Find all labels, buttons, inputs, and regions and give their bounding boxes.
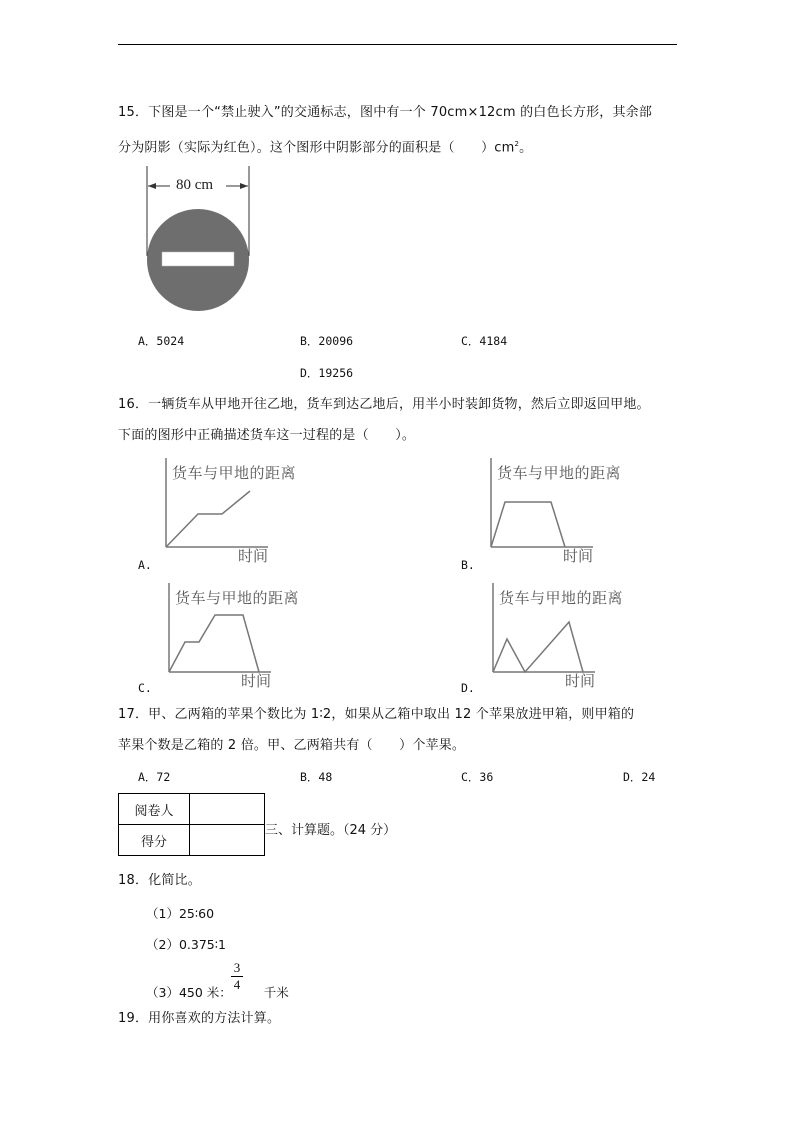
q15-text-line2-end: 。 — [519, 140, 533, 156]
score-field[interactable] — [190, 825, 265, 856]
section-title: 三、计算题。（24 分） — [265, 823, 397, 838]
q15-option-b: B．20096 — [300, 334, 354, 348]
q17-option-c: C．36 — [461, 770, 494, 784]
table-row — [119, 794, 265, 825]
graph-letter-d: D. — [461, 681, 475, 695]
graph-y-label: 货车与甲地的距离 — [497, 464, 622, 482]
graph-y-label: 货车与甲地的距离 — [172, 464, 297, 482]
q15-text-line2-main: 分为阴影（实际为红色）。这个图形中阴影部分的面积是（ ）cm — [118, 140, 515, 156]
graph-x-label: 时间 — [241, 672, 272, 690]
q18-item-3 — [146, 983, 289, 1001]
graph-option-d — [487, 583, 647, 693]
q15-text-line1: 15．下图是一个“禁止驶入”的交通标志，图中有一个 70cm×12cm 的白色长方形，其余部 — [118, 105, 653, 120]
graph-option-a — [160, 458, 320, 568]
fraction-numerator: 3 — [233, 960, 241, 975]
q18-item-3-unit: 千米 — [263, 985, 289, 1000]
q18-item-2: （2）0.375∶1 — [146, 937, 226, 952]
q15-option-c: C．4184 — [461, 334, 508, 348]
graph-x-label: 时间 — [563, 547, 594, 565]
graph-option-b — [485, 458, 645, 568]
q19-title: 19．用你喜欢的方法计算。 — [118, 1011, 281, 1026]
no-entry-sign-figure — [140, 166, 252, 316]
graph-letter-c: C. — [138, 681, 152, 695]
q18-title: 18．化简比。 — [118, 873, 201, 888]
grader-label: 阅卷人 — [119, 794, 190, 825]
graph-y-label: 货车与甲地的距离 — [175, 589, 300, 607]
score-table — [118, 793, 265, 856]
q17-option-b: B．48 — [300, 770, 333, 784]
table-row — [119, 825, 265, 856]
graph-letter-a: A. — [138, 558, 152, 572]
q15-text-line2 — [118, 135, 532, 157]
q15-option-a: A．5024 — [138, 334, 185, 348]
fraction — [231, 961, 243, 992]
graph-x-label: 时间 — [565, 672, 596, 690]
q17-text-line1: 17．甲、乙两箱的苹果个数比为 1∶2，如果从乙箱中取出 12 个苹果放进甲箱，则甲箱的 — [118, 707, 635, 722]
q17-option-a: A．72 — [138, 770, 171, 784]
graph-y-label: 货车与甲地的距离 — [499, 589, 624, 607]
fraction-denominator: 4 — [233, 977, 241, 992]
q17-option-d: D．24 — [623, 770, 656, 784]
dimension-label: 80 cm — [176, 177, 214, 193]
q16-text-line1: 16．一辆货车从甲地开往乙地，货车到达乙地后，用半小时装卸货物，然后立即返回甲地。 — [118, 397, 650, 412]
q16-text-line2: 下面的图形中正确描述货车这一过程的是（ ）。 — [118, 428, 416, 443]
q18-item-3-prefix: （3）450 米： — [146, 985, 232, 1000]
q17-text-line2: 苹果个数是乙箱的 2 倍。甲、乙两箱共有（ ）个苹果。 — [118, 738, 466, 753]
header-rule — [118, 44, 677, 45]
graph-x-label: 时间 — [238, 547, 269, 565]
graph-option-c — [163, 583, 323, 693]
q18-item-1: （1）25∶60 — [146, 906, 215, 921]
graph-letter-b: B. — [461, 558, 475, 572]
grader-field[interactable] — [190, 794, 265, 825]
score-label: 得分 — [119, 825, 190, 856]
q15-option-d: D．19256 — [300, 366, 354, 380]
superscript: 2 — [514, 140, 520, 148]
